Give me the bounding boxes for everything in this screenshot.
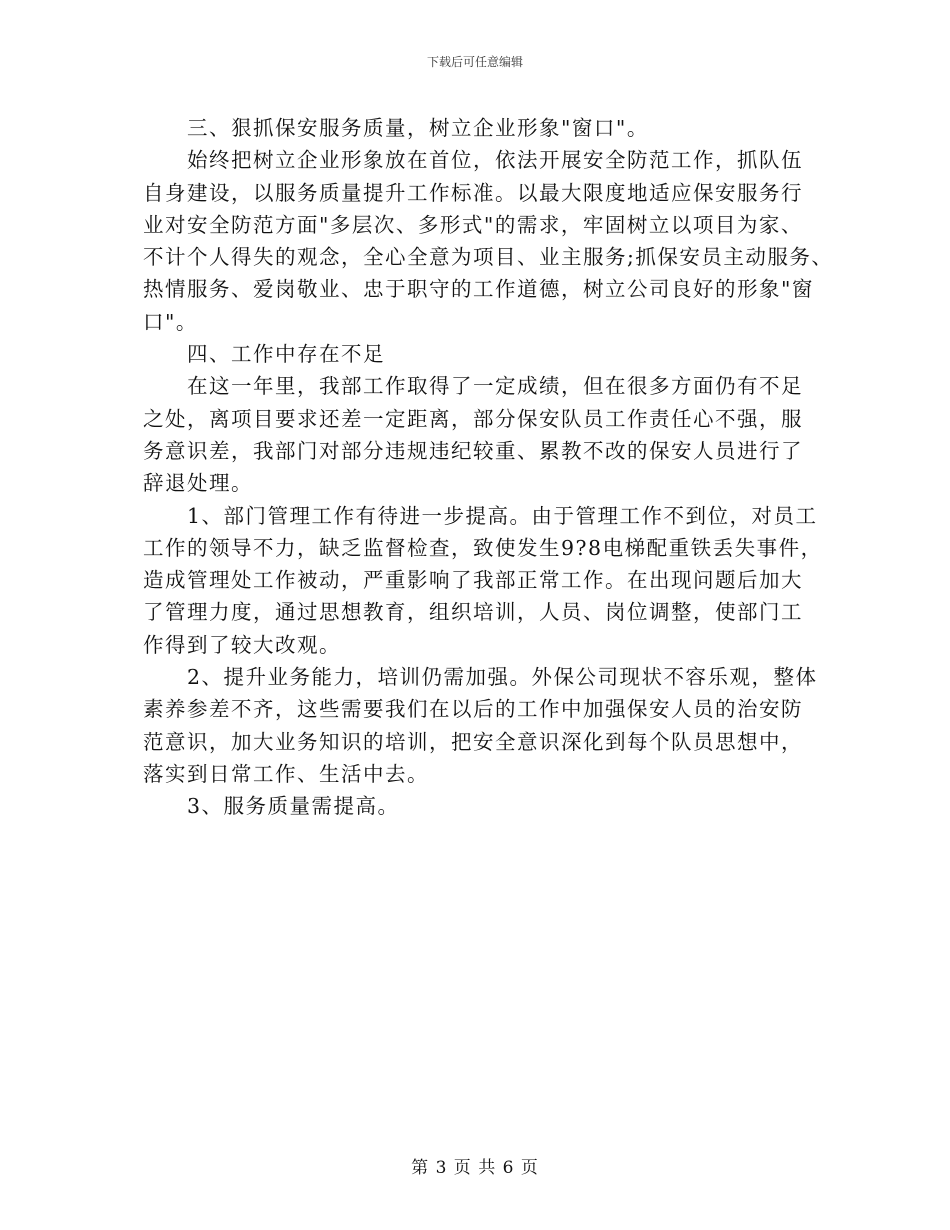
paragraph-line: 了管理力度，通过思想教育，组织培训，人员、岗位调整，使部门工 (143, 600, 803, 625)
header-note: 下载后可任意编辑 (426, 55, 523, 69)
paragraph-line: 辞退处理。 (143, 471, 253, 496)
paragraph-line: 务意识差，我部门对部分违规违纪较重、累教不改的保安人员进行了 (143, 438, 803, 463)
section-heading-3: 三、狠抓保安服务质量，树立企业形象"窗口"。 (187, 116, 649, 140)
paragraph-line: 范意识，加大业务知识的培训，把安全意识深化到每个队员思想中， (143, 729, 803, 754)
paragraph-line: 在这一年里，我部工作取得了一定成绩，但在很多方面仍有不足 (187, 374, 803, 399)
paragraph-line: 业对安全防范方面"多层次、多形式"的需求，牢固树立以项目为家、 (143, 212, 803, 237)
paragraph-line: 作得到了较大改观。 (143, 632, 341, 657)
paragraph-line: 工作的领导不力，缺乏监督检查，致使发生9?8电梯配重铁丢失事件， (143, 535, 823, 560)
page-number: 第 3 页 共 6 页 (411, 1158, 539, 1178)
document-body (143, 112, 834, 823)
section-heading-4: 四、工作中存在不足 (187, 342, 385, 367)
list-item-3: 3、服务质量需提高。 (187, 794, 400, 819)
paragraph-line: 之处，离项目要求还差一定距离，部分保安队员工作责任心不强，服 (143, 406, 803, 431)
list-item-2: 2、提升业务能力，培训仍需加强。外保公司现状不容乐观，整体 (187, 665, 818, 690)
list-item-1: 1、部门管理工作有待进一步提高。由于管理工作不到位，对员工 (187, 503, 818, 528)
paragraph-line: 热情服务、爱岗敬业、忠于职守的工作道德，树立公司良好的形象"窗 (143, 277, 814, 302)
paragraph-line: 自身建设，以服务质量提升工作标准。以最大限度地适应保安服务行 (143, 180, 803, 205)
paragraph-line: 落实到日常工作、生活中去。 (143, 761, 429, 786)
paragraph-line: 素养参差不齐，这些需要我们在以后的工作中加强保安人员的治安防 (143, 697, 803, 722)
paragraph-line: 造成管理处工作被动，严重影响了我部正常工作。在出现问题后加大 (143, 568, 803, 593)
paragraph-line: 口"。 (143, 309, 198, 334)
paragraph-line: 不计个人得失的观念，全心全意为项目、业主服务;抓保安员主动服务、 (143, 245, 834, 270)
paragraph-line: 始终把树立企业形象放在首位，依法开展安全防范工作，抓队伍 (187, 148, 803, 173)
